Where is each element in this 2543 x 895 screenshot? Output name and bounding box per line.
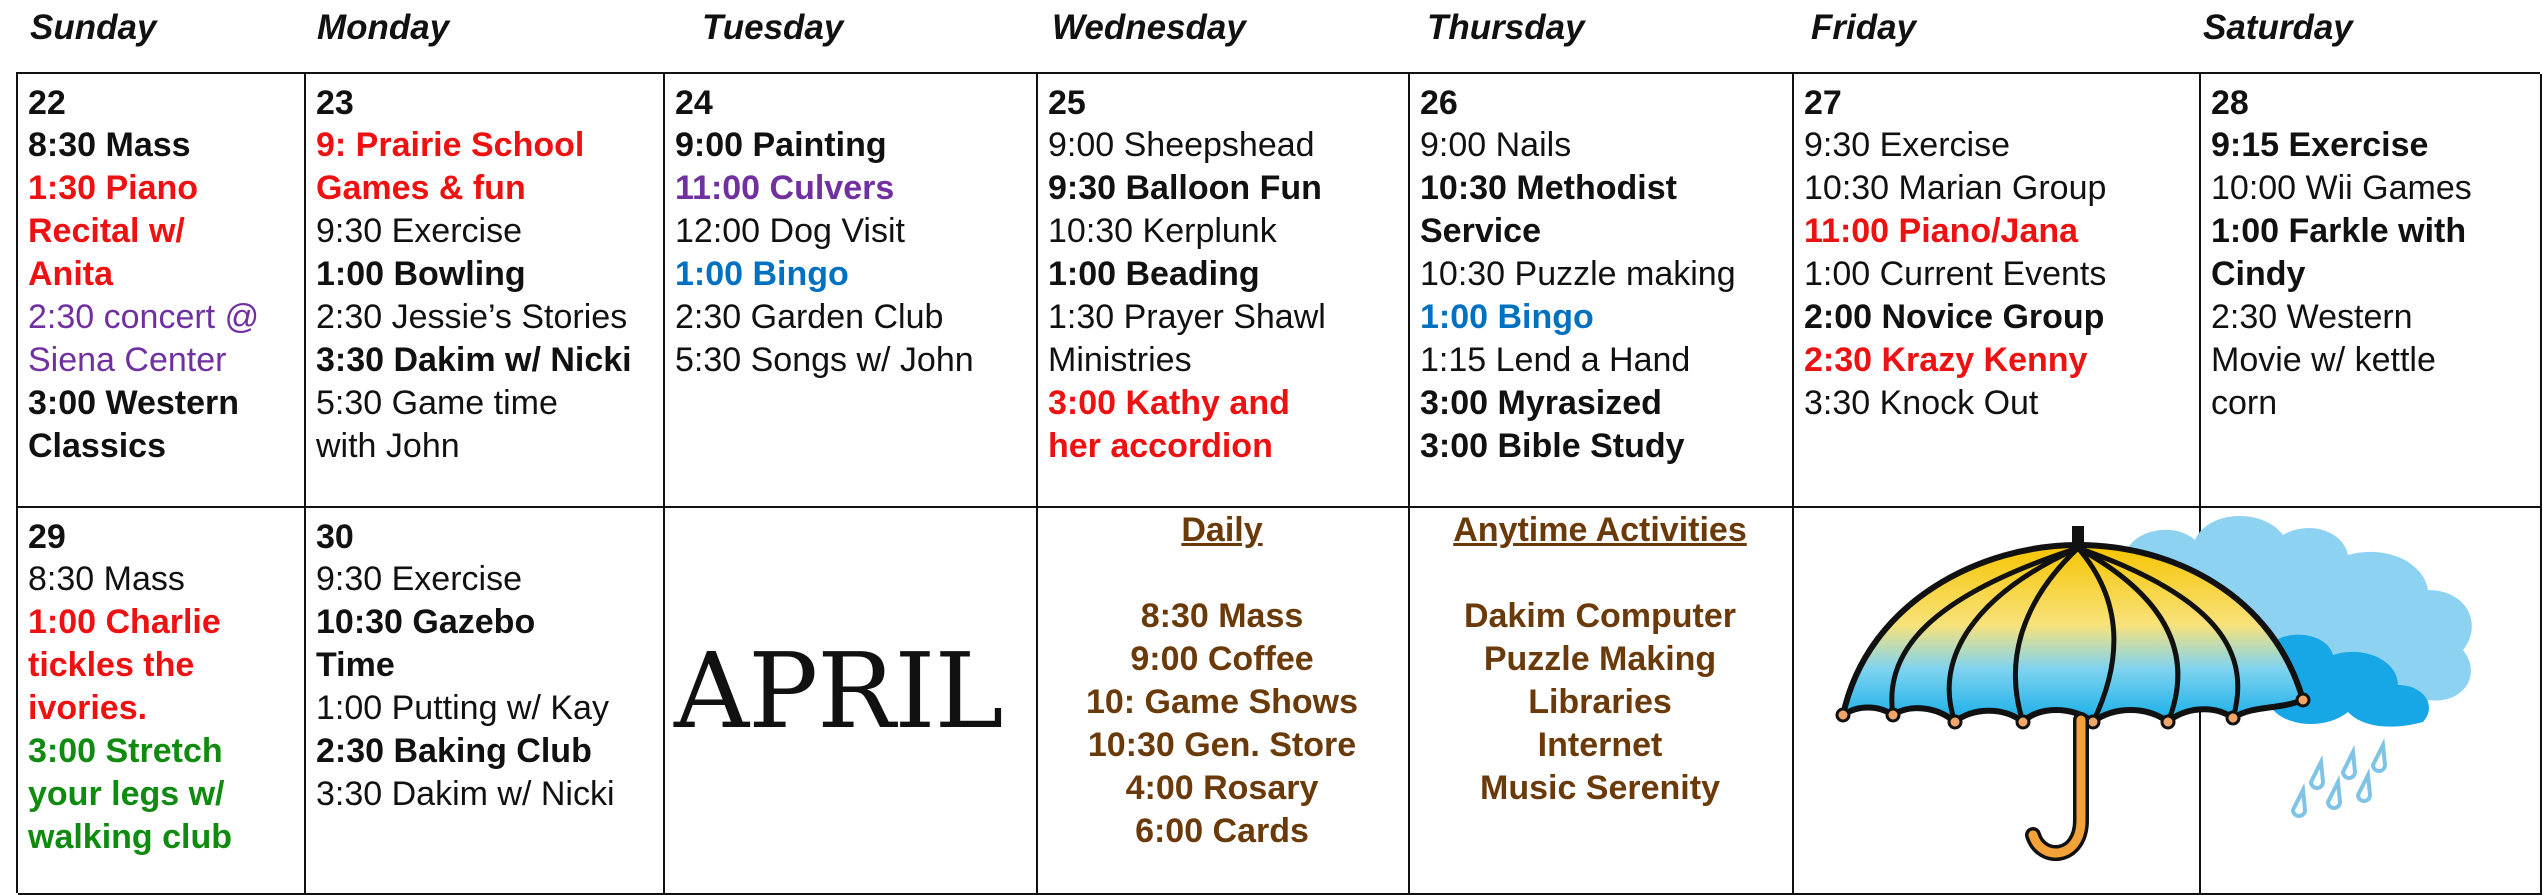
anytime-title: Anytime Activities	[1453, 511, 1747, 549]
event-item: 2:30 Jessie’s Stories	[316, 298, 628, 336]
event-item: her accordion	[1048, 427, 1273, 465]
day-cell-23	[306, 74, 665, 508]
day-cell-30	[306, 508, 665, 895]
event-item: 1:15 Lend a Hand	[1420, 341, 1691, 379]
umbrella-rain-icon	[1823, 500, 2523, 893]
event-item: Siena Center	[28, 341, 227, 379]
event-item: 3:00 Stretch	[28, 732, 223, 770]
event-item: 11:00 Culvers	[675, 169, 895, 207]
event-item: with John	[316, 427, 460, 465]
daily-item: 6:00 Cards	[1135, 812, 1309, 850]
daily-title: Daily	[1181, 511, 1263, 549]
day-number: 28	[2211, 84, 2249, 122]
anytime-list	[1408, 508, 1792, 810]
daily-item: 8:30 Mass	[1140, 597, 1304, 635]
event-item: 2:30 Western	[2211, 298, 2413, 336]
event-item: 10:00 Wii Games	[2211, 169, 2472, 207]
event-item: 10:30 Methodist	[1420, 169, 1677, 207]
day-number: 30	[316, 518, 354, 556]
event-item: 1:00 Putting w/ Kay	[316, 689, 609, 727]
header-sunday: Sunday	[30, 8, 157, 47]
event-item: Ministries	[1048, 341, 1192, 379]
day-number: 22	[28, 84, 66, 122]
daily-item: 4:00 Rosary	[1125, 769, 1319, 807]
day-number: 26	[1420, 84, 1458, 122]
day-number: 27	[1804, 84, 1842, 122]
event-item: Movie w/ kettle	[2211, 341, 2436, 379]
event-item: Anita	[28, 255, 113, 293]
event-item: 3:00 Kathy and	[1048, 384, 1290, 422]
event-item: your legs w/	[28, 775, 225, 813]
day-cell-25	[1038, 74, 1410, 508]
event-item: 1:00 Current Events	[1804, 255, 2107, 293]
event-item: 8:30 Mass	[28, 560, 185, 598]
event-item: corn	[2211, 384, 2278, 422]
anytime-item: Libraries	[1528, 683, 1672, 721]
event-item: Cindy	[2211, 255, 2306, 293]
header-monday: Monday	[317, 8, 450, 47]
event-item: 1:00 Farkle with	[2211, 212, 2467, 250]
anytime-item: Music Serenity	[1480, 769, 1720, 807]
daily-item: 10: Game Shows	[1085, 683, 1359, 721]
event-item: 10:30 Marian Group	[1804, 169, 2107, 207]
event-item: 11:00 Piano/Jana	[1804, 212, 2079, 250]
event-item: 1:00 Charlie	[28, 603, 221, 641]
event-item: 3:00 Myrasized	[1420, 384, 1662, 422]
event-item: 1:30 Piano	[28, 169, 199, 207]
event-item: 12:00 Dog Visit	[675, 212, 905, 250]
daily-item: 10:30 Gen. Store	[1087, 726, 1357, 764]
anytime-item: Internet	[1537, 726, 1663, 764]
day-cell-22	[18, 74, 306, 508]
event-item: 9:30 Exercise	[316, 560, 522, 598]
event-item: 9: Prairie School	[316, 126, 585, 164]
event-item: 9:15 Exercise	[2211, 126, 2429, 164]
day-cell-26	[1410, 74, 1794, 508]
event-item: tickles the	[28, 646, 195, 684]
day-number: 25	[1048, 84, 1086, 122]
event-item: Service	[1420, 212, 1541, 250]
event-item: 8:30 Mass	[28, 126, 191, 164]
day-cell-29	[18, 508, 306, 895]
event-item: Recital w/	[28, 212, 185, 250]
event-item: 2:30 Baking Club	[316, 732, 592, 770]
daily-list	[1036, 508, 1408, 853]
event-item: 3:30 Dakim w/ Nicki	[316, 341, 632, 379]
event-item: 9:30 Exercise	[1804, 126, 2010, 164]
event-item: 1:30 Prayer Shawl	[1048, 298, 1326, 336]
anytime-item: Puzzle Making	[1483, 640, 1717, 678]
day-cell-24	[665, 74, 1038, 508]
event-item: Classics	[28, 427, 166, 465]
event-item: 1:00 Bingo	[675, 255, 849, 293]
event-item: 3:30 Knock Out	[1804, 384, 2039, 422]
event-item: 2:30 Garden Club	[675, 298, 944, 336]
event-item: 2:00 Novice Group	[1804, 298, 2105, 336]
event-item: 9:00 Nails	[1420, 126, 1572, 164]
event-item: 3:00 Bible Study	[1420, 427, 1685, 465]
event-item: ivories.	[28, 689, 148, 727]
day-number: 29	[28, 518, 66, 556]
event-item: Time	[316, 646, 395, 684]
event-item: Games & fun	[316, 169, 526, 207]
day-number: 23	[316, 84, 354, 122]
header-saturday: Saturday	[2203, 8, 2353, 47]
umbrella-handle-icon	[2033, 720, 2081, 853]
event-item: 9:30 Balloon Fun	[1048, 169, 1322, 207]
raindrop-icon	[2293, 745, 2385, 816]
day-cell-28	[2201, 74, 2542, 508]
daily-item: 9:00 Coffee	[1130, 640, 1314, 678]
event-item: 5:30 Game time	[316, 384, 558, 422]
day-cell-27	[1794, 74, 2201, 508]
header-wednesday: Wednesday	[1052, 8, 1246, 47]
event-item: 3:00 Western	[28, 384, 240, 422]
event-item: 3:30 Dakim w/ Nicki	[316, 775, 615, 813]
event-item: 9:00 Painting	[675, 126, 887, 164]
header-thursday: Thursday	[1427, 8, 1585, 47]
event-item: 9:00 Sheepshead	[1048, 126, 1315, 164]
event-item: 10:30 Kerplunk	[1048, 212, 1277, 250]
event-item: 9:30 Exercise	[316, 212, 522, 250]
event-item: 10:30 Gazebo	[316, 603, 536, 641]
header-tuesday: Tuesday	[702, 8, 844, 47]
event-item: 2:30 concert @	[28, 298, 260, 336]
event-item: 1:00 Bingo	[1420, 298, 1594, 336]
event-item: 1:00 Beading	[1048, 255, 1260, 293]
event-item: 2:30 Krazy Kenny	[1804, 341, 2088, 379]
day-headers	[0, 0, 2543, 62]
event-item: 1:00 Bowling	[316, 255, 526, 293]
month-label: APRIL	[674, 630, 1003, 752]
event-item: 10:30 Puzzle making	[1420, 255, 1736, 293]
anytime-item: Dakim Computer	[1463, 597, 1737, 635]
day-number: 24	[675, 84, 713, 122]
header-friday: Friday	[1811, 8, 1917, 47]
event-item: 5:30 Songs w/ John	[675, 341, 974, 379]
event-item: walking club	[28, 818, 233, 856]
